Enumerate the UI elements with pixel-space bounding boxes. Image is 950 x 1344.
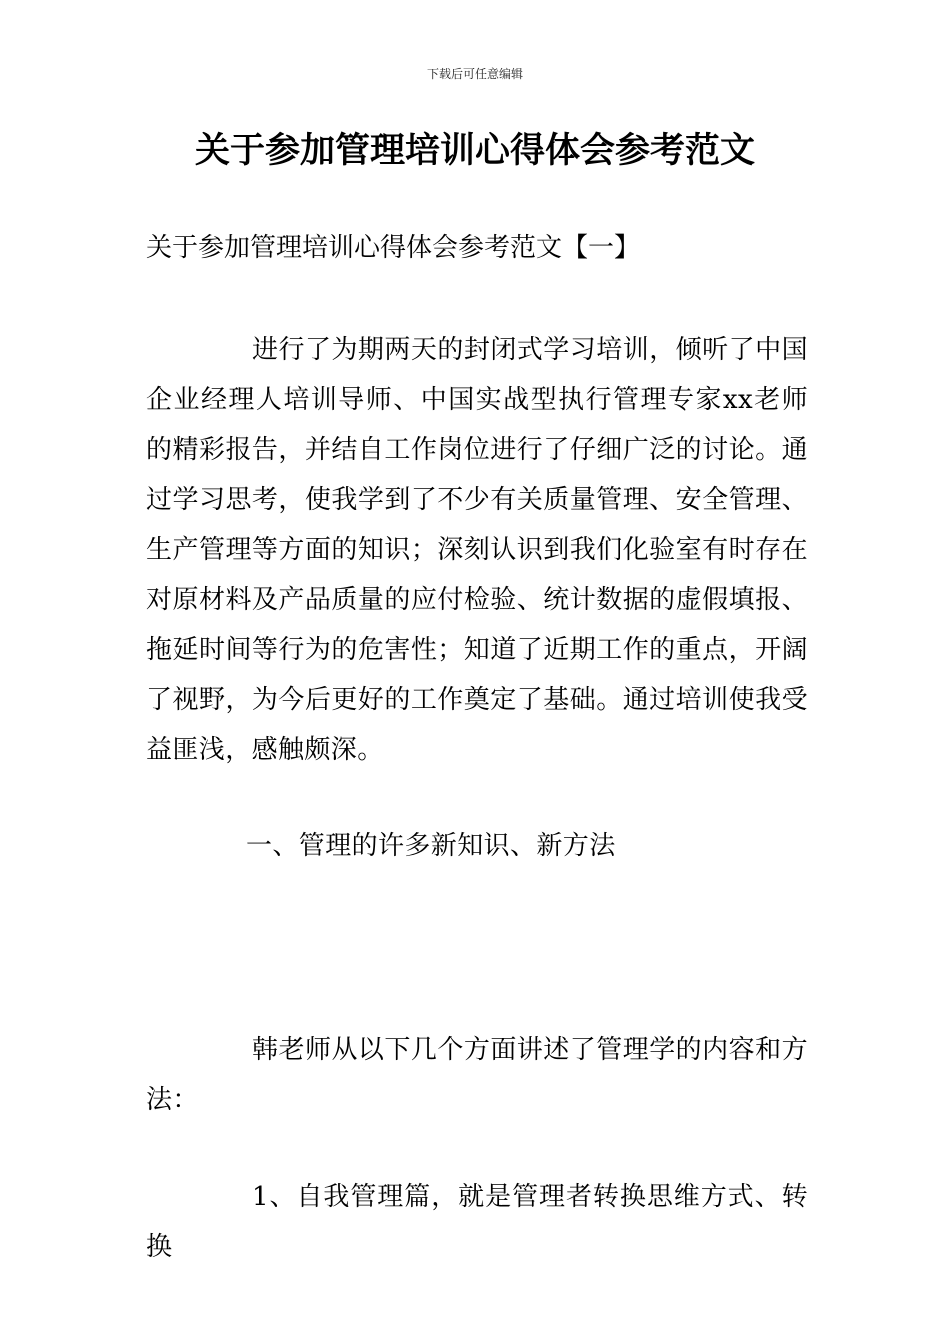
body-paragraph: 韩老师从以下几个方面讲述了管理学的内容和方法： [146,1035,808,1115]
header-note: 下载后可任意编辑 [426,67,523,81]
subheading: 一、管理的许多新知识、新方法 [246,831,616,861]
body-paragraph: 1、自我管理篇，就是管理者转换思维方式、转换 [146,1182,808,1262]
section-heading: 关于参加管理培训心得体会参考范文【一】 [146,233,641,263]
body-paragraph: 进行了为期两天的封闭式学习培训，倾听了中国企业经理人培训导师、中国实战型执行管理专家xx老师的精彩报告，并结自工作岗位进行了仔细广泛的讨论。通过学习思考，使我学到了不少有关质量管理、安全管理、生产管理等方面的知识；深刻认识到我们化验室有时存在对原材料及产品质量的应付检验、统计数据的虚假填报、拖延时间等行为的危害性；知道了近期工作的重点，开阔了视野，为今后更好的工作奠定了基础。通过培训使我受益匪浅，感触颇深。 [146,335,808,765]
document-title: 关于参加管理培训心得体会参考范文 [194,131,755,171]
